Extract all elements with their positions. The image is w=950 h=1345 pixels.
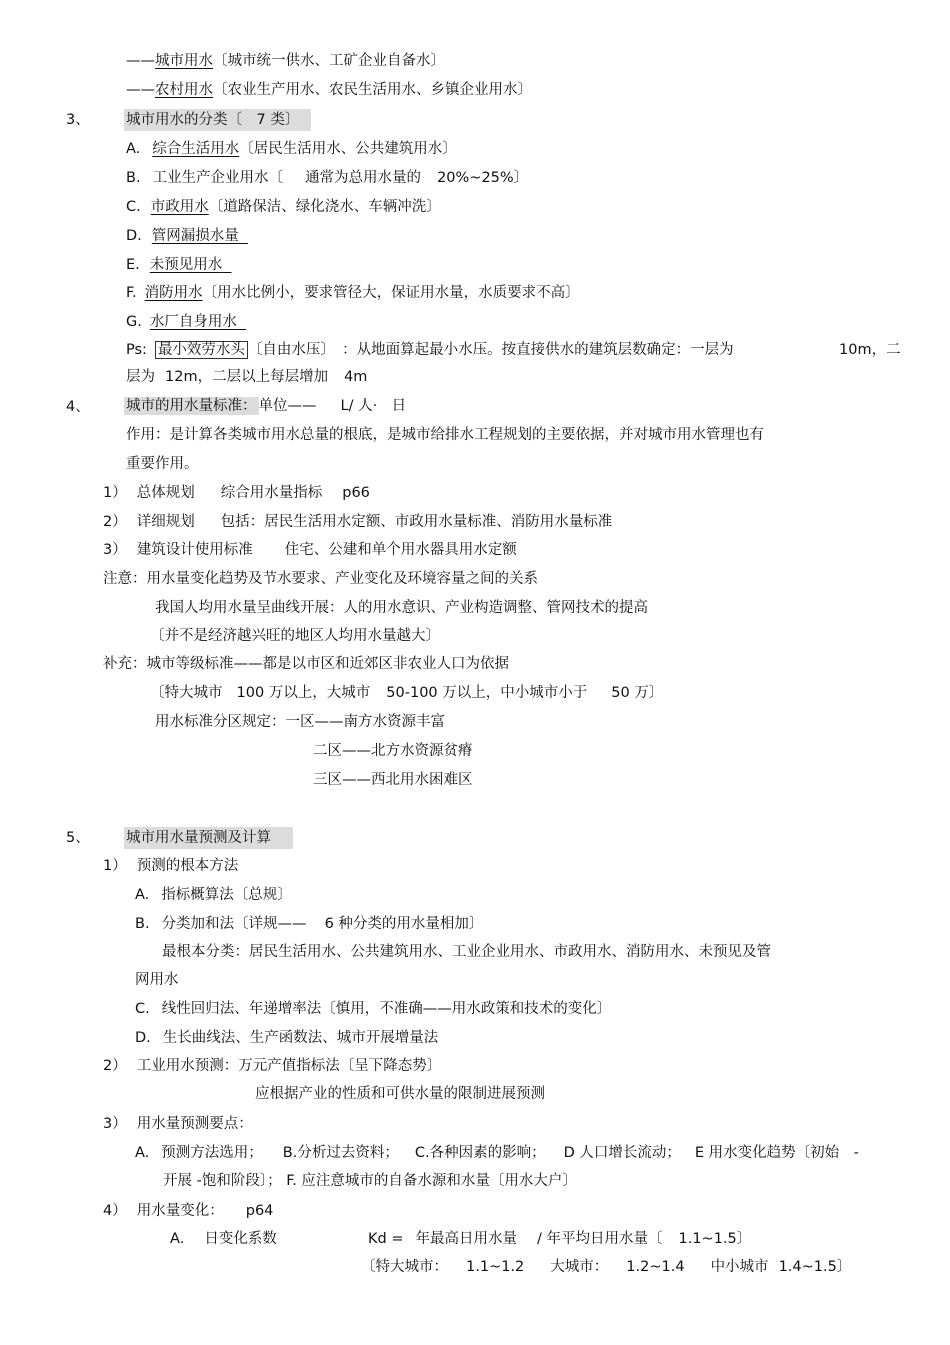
ps-text: 〔自由水压〕 ：从地面算起最小水压。按直接供水的建筑层数确定：一层为 bbox=[247, 342, 734, 358]
item-label: B. bbox=[126, 170, 141, 186]
range-value: 1.4~1.5〕 bbox=[778, 1259, 852, 1275]
item-detail: 通常为总用水量的 bbox=[305, 170, 422, 186]
list-number: 1） bbox=[103, 485, 127, 501]
tier-text: 50-100 万以上，中小城市小于 bbox=[386, 685, 588, 701]
supplement-line-1: 补充：城市等级标准——都是以市区和近郊区非农业人口为依据 bbox=[103, 656, 509, 672]
list-term: 用水量变化： bbox=[136, 1203, 224, 1219]
item-text: 生长曲线法、生产函数法、城市开展增量法 bbox=[162, 1030, 439, 1046]
line-rural-water bbox=[126, 80, 532, 100]
unit-label: 单位—— bbox=[258, 398, 317, 414]
item-label: A． bbox=[170, 1231, 195, 1247]
item-d bbox=[126, 226, 248, 246]
range-label: 〔特大城市： bbox=[361, 1259, 448, 1275]
list-detail: 包括：居民生活用水定额、市政用水量标准、消防用水量标准 bbox=[220, 514, 613, 530]
industrial-prediction-note: 应根据产业的性质和可供水量的限制进展预测 bbox=[255, 1086, 545, 1102]
tier-text: 100 万以上，大城市 bbox=[236, 685, 371, 701]
point-text: E 用水变化趋势〔初始 - bbox=[694, 1145, 859, 1161]
item-label: C. bbox=[126, 199, 141, 215]
item-label: A. bbox=[126, 141, 141, 157]
item-percentage: 20%~25%〕 bbox=[437, 170, 529, 186]
prediction-item-1 bbox=[103, 856, 238, 876]
note-line-1: 注意：用水量变化趋势及节水要求、产业变化及环境容量之间的关系 bbox=[103, 571, 538, 587]
line-urban-water bbox=[126, 51, 445, 71]
list-item-2 bbox=[103, 512, 612, 532]
prediction-item-4 bbox=[103, 1201, 273, 1221]
zone-line-3: 三区——西北用水困难区 bbox=[313, 772, 473, 788]
section-4-purpose-continued: 重要作用。 bbox=[126, 456, 199, 472]
list-number: 1） bbox=[103, 858, 127, 874]
item-text: 指标概算法〔总规〕 bbox=[161, 887, 292, 903]
daily-variation-ranges bbox=[361, 1257, 851, 1277]
item-term: 市政用水 bbox=[150, 199, 209, 215]
ps-boxed-term: 最小效劳水头 bbox=[155, 341, 248, 359]
prediction-method-c bbox=[135, 999, 611, 1019]
item-detail: 〔道路保洁、绿化浇水、车辆冲洗〕 bbox=[208, 199, 441, 215]
range-value: 1.1~1.2 bbox=[466, 1259, 525, 1275]
formula-symbol: Kd = bbox=[368, 1231, 404, 1247]
formula-denominator: / 年平均日用水量〔 bbox=[536, 1231, 663, 1247]
prediction-method-d bbox=[135, 1028, 438, 1048]
tier-text: 50 万〕 bbox=[611, 685, 664, 701]
item-label: C. bbox=[135, 1001, 150, 1017]
item-label: F. bbox=[126, 285, 137, 301]
item-b bbox=[126, 168, 528, 188]
list-term: 详细规划 bbox=[136, 514, 195, 530]
basic-classification-continued: 网用水 bbox=[135, 972, 179, 988]
list-number: 3） bbox=[103, 1116, 127, 1132]
zone-line-1: 用水标准分区规定：一区——南方水资源丰富 bbox=[155, 714, 445, 730]
list-item-3 bbox=[103, 540, 517, 560]
zone-line-2: 二区——北方水资源贫瘠 bbox=[313, 743, 473, 759]
range-label: 大城市： bbox=[550, 1259, 609, 1275]
item-c bbox=[126, 197, 441, 217]
item-label: A. bbox=[135, 887, 150, 903]
list-item-1 bbox=[103, 483, 370, 503]
item-label: E. bbox=[126, 257, 140, 273]
section-4-purpose: 作用：是计算各类城市用水总量的根底，是城市给排水工程规划的主要依据，并对城市用水管理也有 bbox=[126, 427, 764, 443]
item-detail: 〔居民生活用水、公共建筑用水〕 bbox=[239, 141, 457, 157]
section-4-heading bbox=[124, 396, 406, 416]
prediction-points-continued: 开展 -饱和阶段〕； F. 应注意城市的自备水源和水量〔用水大户〕 bbox=[163, 1173, 577, 1189]
basic-classification: 最根本分类：居民生活用水、公共建筑用水、工业企业用水、市政用水、消防用水、未预见及管 bbox=[162, 944, 771, 960]
prediction-item-2 bbox=[103, 1056, 441, 1076]
item-term: 综合生活用水 bbox=[152, 141, 240, 157]
list-term: 预测的根本方法 bbox=[136, 858, 239, 874]
point-text: 预测方法选用； bbox=[161, 1145, 263, 1161]
list-detail: 综合用水量指标 bbox=[220, 485, 323, 501]
item-term: 消防用水 bbox=[144, 285, 203, 301]
list-number: 2） bbox=[103, 514, 127, 530]
section-3-number: 3、 bbox=[66, 112, 90, 128]
item-text: 线性回归法、年递增率法〔慎用，不准确——用水政策和技术的变化〕 bbox=[161, 1001, 612, 1017]
dash-prefix: —— bbox=[126, 82, 155, 98]
item-e bbox=[126, 255, 232, 275]
list-number: 4） bbox=[103, 1203, 127, 1219]
item-label: B. bbox=[135, 916, 150, 932]
list-term: 用水量预测要点： bbox=[136, 1116, 253, 1132]
page-ref: p64 bbox=[245, 1203, 274, 1219]
item-f bbox=[126, 283, 580, 303]
range-label: 中小城市 bbox=[710, 1259, 769, 1275]
list-number: 2） bbox=[103, 1058, 127, 1074]
ps-note-continued bbox=[126, 367, 367, 387]
ps-text: 12m，二层以上每层增加 bbox=[165, 369, 329, 385]
item-term: 工业生产企业用水〔 bbox=[152, 170, 284, 186]
item-label: G. bbox=[126, 314, 142, 330]
ps-note bbox=[126, 340, 734, 360]
tier-text: 〔特大城市 bbox=[150, 685, 223, 701]
term-rural-water: 农村用水 bbox=[155, 82, 213, 98]
list-term: 工业用水预测：万元产值指标法〔呈下降态势〕 bbox=[136, 1058, 442, 1074]
ps-label: Ps: bbox=[126, 342, 147, 358]
daily-variation-label bbox=[170, 1229, 277, 1249]
list-term: 总体规划 bbox=[136, 485, 195, 501]
prediction-method-a bbox=[135, 885, 292, 905]
note-line-2: 我国人均用水量呈曲线开展：人的用水意识、产业构造调整、管网技术的提高 bbox=[155, 600, 648, 616]
point-text: B.分析过去资料； bbox=[282, 1145, 399, 1161]
section-5-title: 城市用水量预测及计算 bbox=[124, 827, 293, 849]
prediction-item-3 bbox=[103, 1114, 253, 1134]
ps-value: 4m bbox=[344, 369, 368, 385]
item-term: 管网漏损水量 bbox=[151, 228, 239, 244]
prediction-points bbox=[135, 1143, 859, 1163]
unit-value: L/ 人· 日 bbox=[340, 398, 407, 414]
page-ref: p66 bbox=[342, 485, 370, 501]
section-3-title: 城市用水的分类〔 7 类〕 bbox=[124, 109, 311, 131]
point-text: C.各种因素的影响； bbox=[414, 1145, 546, 1161]
term-detail: 〔城市统一供水、工矿企业自备水〕 bbox=[213, 53, 445, 69]
range-value: 1.2~1.4 bbox=[626, 1259, 685, 1275]
section-5-number: 5、 bbox=[66, 830, 90, 846]
item-term: 未预见用水 bbox=[149, 257, 223, 273]
term-urban-water: 城市用水 bbox=[155, 53, 213, 69]
term-detail: 〔农业生产用水、农民生活用水、乡镇企业用水〕 bbox=[213, 82, 532, 98]
item-label: D. bbox=[135, 1030, 151, 1046]
note-line-3: 〔并不是经济越兴旺的地区人均用水量越大〕 bbox=[150, 628, 440, 644]
item-detail: 〔用水比例小，要求管径大，保证用水量，水质要求不高〕 bbox=[202, 285, 580, 301]
ps-note-end: 10m，二 bbox=[839, 342, 901, 358]
item-label: D. bbox=[126, 228, 142, 244]
item-text: 分类加和法〔详规—— bbox=[161, 916, 307, 932]
point-text: D 人口增长流动； bbox=[563, 1145, 681, 1161]
item-text: 日变化系数 bbox=[204, 1231, 277, 1247]
prediction-method-b bbox=[135, 914, 483, 934]
item-label: A. bbox=[135, 1145, 150, 1161]
item-a bbox=[126, 139, 457, 159]
daily-variation-formula bbox=[368, 1229, 751, 1249]
section-4-title: 城市的用水量标准： bbox=[126, 398, 257, 414]
list-term: 建筑设计使用标准 bbox=[136, 542, 253, 558]
item-g bbox=[126, 312, 246, 332]
list-detail: 住宅、公建和单个用水器具用水定额 bbox=[284, 542, 517, 558]
section-4-number: 4、 bbox=[66, 399, 90, 415]
item-text: 6 种分类的用水量相加〕 bbox=[324, 916, 484, 932]
formula-numerator: 年最高日用水量 bbox=[415, 1231, 517, 1247]
ps-text: 层为 bbox=[126, 369, 155, 385]
dash-prefix: —— bbox=[126, 53, 155, 69]
item-term: 水厂自身用水 bbox=[149, 314, 237, 330]
formula-range: 1.1~1.5〕 bbox=[678, 1231, 752, 1247]
supplement-city-tiers bbox=[150, 683, 663, 703]
list-number: 3） bbox=[103, 542, 127, 558]
